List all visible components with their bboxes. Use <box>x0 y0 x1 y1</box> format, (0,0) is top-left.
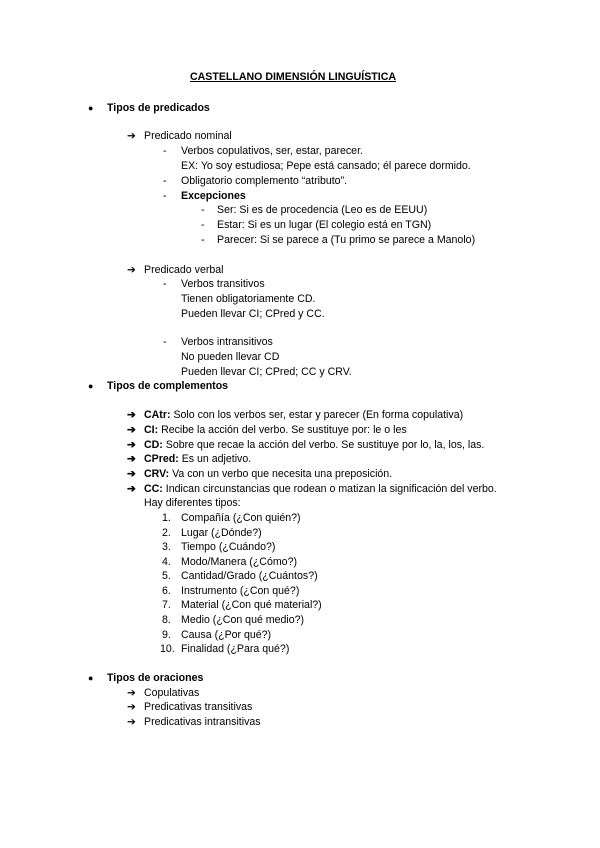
oracion-item: Predicativas intransitivas <box>144 716 261 728</box>
complemento-term: CD: <box>144 439 163 451</box>
complemento-term: CPred: <box>144 453 179 465</box>
verbal-intrans-1: Verbos intransitivos <box>181 336 273 348</box>
list-item: Causa (¿Por qué?) <box>181 629 272 641</box>
list-number: 1. <box>162 512 171 524</box>
list-item: Instrumento (¿Con qué?) <box>181 585 300 597</box>
arrow-icon: ➔ <box>127 468 136 480</box>
list-number: 9. <box>162 629 171 641</box>
list-number: 7. <box>162 599 171 611</box>
list-number: 2. <box>162 527 171 539</box>
complemento-term: CC: <box>144 483 163 495</box>
arrow-icon: ➔ <box>127 264 136 276</box>
complemento-desc: Solo con los verbos ser, estar y parecer (En forma copulativa) <box>173 409 464 421</box>
bullet-icon: ● <box>88 103 94 113</box>
list-item: Compañía (¿Con quién?) <box>181 512 301 524</box>
list-number: 4. <box>162 556 171 568</box>
cc-subheading: Hay diferentes tipos: <box>144 497 241 509</box>
complemento-item <box>144 453 251 466</box>
complemento-desc: Indican circunstancias que rodean o matizan la significación del verbo. <box>165 483 497 495</box>
predicado-nominal-label: Predicado nominal <box>144 130 232 142</box>
complemento-desc: Es un adjetivo. <box>181 453 252 465</box>
complemento-item <box>144 439 484 452</box>
arrow-icon: ➔ <box>127 701 136 713</box>
arrow-icon: ➔ <box>127 483 136 495</box>
verbal-intrans-3: Pueden llevar CI; CPred; CC y CRV. <box>181 366 352 378</box>
complemento-desc: Va con un verbo que necesita una preposición. <box>172 468 393 480</box>
section-heading-complementos: Tipos de complementos <box>107 380 229 392</box>
arrow-icon: ➔ <box>127 687 136 699</box>
bullet-icon: ● <box>88 673 94 683</box>
list-number: 10. <box>160 643 175 655</box>
dash: - <box>163 190 167 202</box>
arrow-icon: ➔ <box>127 130 136 142</box>
list-item: Medio (¿Con qué medio?) <box>181 614 305 626</box>
dash: - <box>201 234 205 246</box>
oracion-item: Predicativas transitivas <box>144 701 253 713</box>
complemento-item <box>144 483 497 496</box>
arrow-icon: ➔ <box>127 453 136 465</box>
list-item: Tiempo (¿Cuándo?) <box>181 541 276 553</box>
list-number: 8. <box>162 614 171 626</box>
verbal-trans-1: Verbos transitivos <box>181 278 265 290</box>
complemento-item <box>144 409 463 422</box>
page-title: CASTELLANO DIMENSIÓN LINGUÍSTICA <box>190 71 396 83</box>
complemento-term: CAtr: <box>144 409 171 421</box>
exception-item: Ser: Si es de procedencia (Leo es de EEUU) <box>217 204 428 216</box>
dash: - <box>201 219 205 231</box>
nominal-item-2: Obligatorio complemento “atributo”. <box>181 175 348 187</box>
dash: - <box>201 204 205 216</box>
list-item: Lugar (¿Dónde?) <box>181 527 262 539</box>
list-number: 3. <box>162 541 171 553</box>
oracion-item: Copulativas <box>144 687 200 699</box>
complemento-desc: Sobre que recae la acción del verbo. Se sustituye por lo, la, los, las. <box>165 439 485 451</box>
arrow-icon: ➔ <box>127 424 136 436</box>
exception-item: Estar: Si es un lugar (El colegio está en TGN) <box>217 219 432 231</box>
dash: - <box>163 175 167 187</box>
list-number: 5. <box>162 570 171 582</box>
complemento-item <box>144 468 392 481</box>
exception-item: Parecer: Si se parece a (Tu primo se parece a Manolo) <box>217 234 476 246</box>
dash: - <box>163 145 167 157</box>
section-heading-predicados: Tipos de predicados <box>107 102 210 114</box>
arrow-icon: ➔ <box>127 409 136 421</box>
list-item: Cantidad/Grado (¿Cuántos?) <box>181 570 318 582</box>
list-item: Finalidad (¿Para qué?) <box>181 643 290 655</box>
dash: - <box>163 336 167 348</box>
complemento-term: CRV: <box>144 468 170 480</box>
predicado-verbal-label: Predicado verbal <box>144 264 224 276</box>
nominal-item-3: Excepciones <box>181 190 246 202</box>
arrow-icon: ➔ <box>127 716 136 728</box>
list-item: Material (¿Con qué material?) <box>181 599 322 611</box>
bullet-icon: ● <box>88 381 94 391</box>
complemento-desc: Recibe la acción del verbo. Se sustituye por: le o les <box>161 424 407 436</box>
section-heading-oraciones: Tipos de oraciones <box>107 672 204 684</box>
verbal-trans-2: Tienen obligatoriamente CD. <box>181 293 316 305</box>
complemento-term: CI: <box>144 424 159 436</box>
nominal-item-1-example: EX: Yo soy estudiosa; Pepe está cansado; él parece dormido. <box>181 160 471 172</box>
list-number: 6. <box>162 585 171 597</box>
verbal-intrans-2: No pueden llevar CD <box>181 351 280 363</box>
nominal-item-1: Verbos copulativos, ser, estar, parecer. <box>181 145 363 157</box>
list-item: Modo/Manera (¿Cómo?) <box>181 556 297 568</box>
dash: - <box>163 278 167 290</box>
verbal-trans-3: Pueden llevar CI; CPred y CC. <box>181 308 325 320</box>
complemento-item <box>144 424 407 437</box>
arrow-icon: ➔ <box>127 439 136 451</box>
